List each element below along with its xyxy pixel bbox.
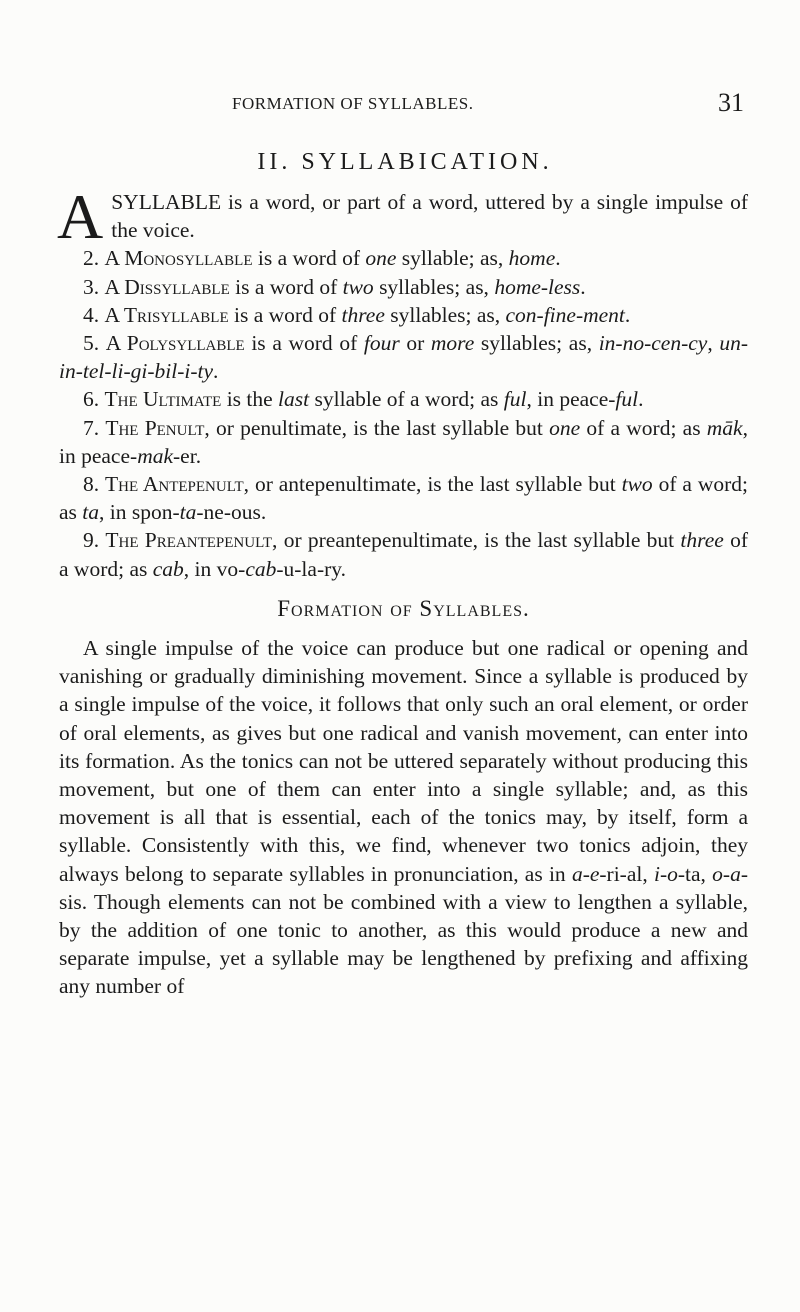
subsection-title: Formation of Syllables. (277, 595, 530, 621)
term: The Antepenult (105, 472, 244, 497)
definition-2: 2. A Monosyllable is a word of one syllable; as, home. (83, 246, 561, 271)
term: A Polysyllable (105, 331, 245, 356)
definition-3: 3. A Dissyllable is a word of two syllables; as, home-less. (83, 274, 586, 299)
running-head (232, 88, 752, 118)
term: The Ultimate (104, 387, 222, 412)
term: A Trisyllable (104, 302, 229, 327)
definition-1: A SYLLABLE is a word, or part of a word, uttered by a single impulse of the voice. (57, 181, 748, 252)
body-paragraph: A single impulse of the voice can produce but one radical or opening and vanishing or gradually diminishing movement. Since a syllable is produced by a single impulse of the voice, it follows that only such an oral element, or order of oral elements, as gives but one radical and vanish movement, can enter into its formation. As the tonics can not be uttered separately without producing this movement, but one of them can enter into a single syllable; and, as this movement is all that is essential, each of the tonics may, by itself, form a syllable. Consistently with this, we find, whenever two tonics adjoin, they always belong to separate syllables in pronunciation, as in a-e-ri-al, i-o-ta, o-a-sis. Though elements can not be combined with a view to lengthen a syllable, by the addition of one tonic to another, as this would produce a new and separate impulse, yet a syllable may be lengthened by prefixing and affixing any number of (59, 636, 749, 999)
page-number: 31 (718, 88, 744, 117)
section-title: II. SYLLABICATION. (257, 149, 553, 175)
drop-cap: A (57, 181, 104, 252)
term: A Dissyllable (104, 274, 230, 299)
body-text (57, 181, 749, 1001)
definition-9: 9. The Preantepenult, or preantepenultimate, is the last syllable but three of a word; as cab, in vo-cab-u-la-ry. (59, 528, 748, 581)
term: A Monosyllable (104, 246, 253, 271)
definition-7: 7. The Penult, or penultimate, is the last syllable but one of a word; as māk, in peace-mak-er. (59, 415, 748, 468)
definition-8: 8. The Antepenult, or antepenultimate, is the last syllable but two of a word; as ta, in spon-ta-ne-ous. (59, 472, 748, 525)
definition-6: 6. The Ultimate is the last syllable of a word; as ful, in peace-ful. (83, 387, 644, 412)
definition-4: 4. A Trisyllable is a word of three syllables; as, con-fine-ment. (83, 302, 631, 327)
term: The Penult (105, 415, 205, 440)
term: The Preantepenult (105, 528, 273, 553)
running-title: FORMATION OF SYLLABLES. (232, 94, 474, 113)
definition-5: 5. A Polysyllable is a word of four or more syllables; as, in-no-cen-cy, un-in-tel-li-gi-bil-i-ty. (59, 331, 749, 384)
